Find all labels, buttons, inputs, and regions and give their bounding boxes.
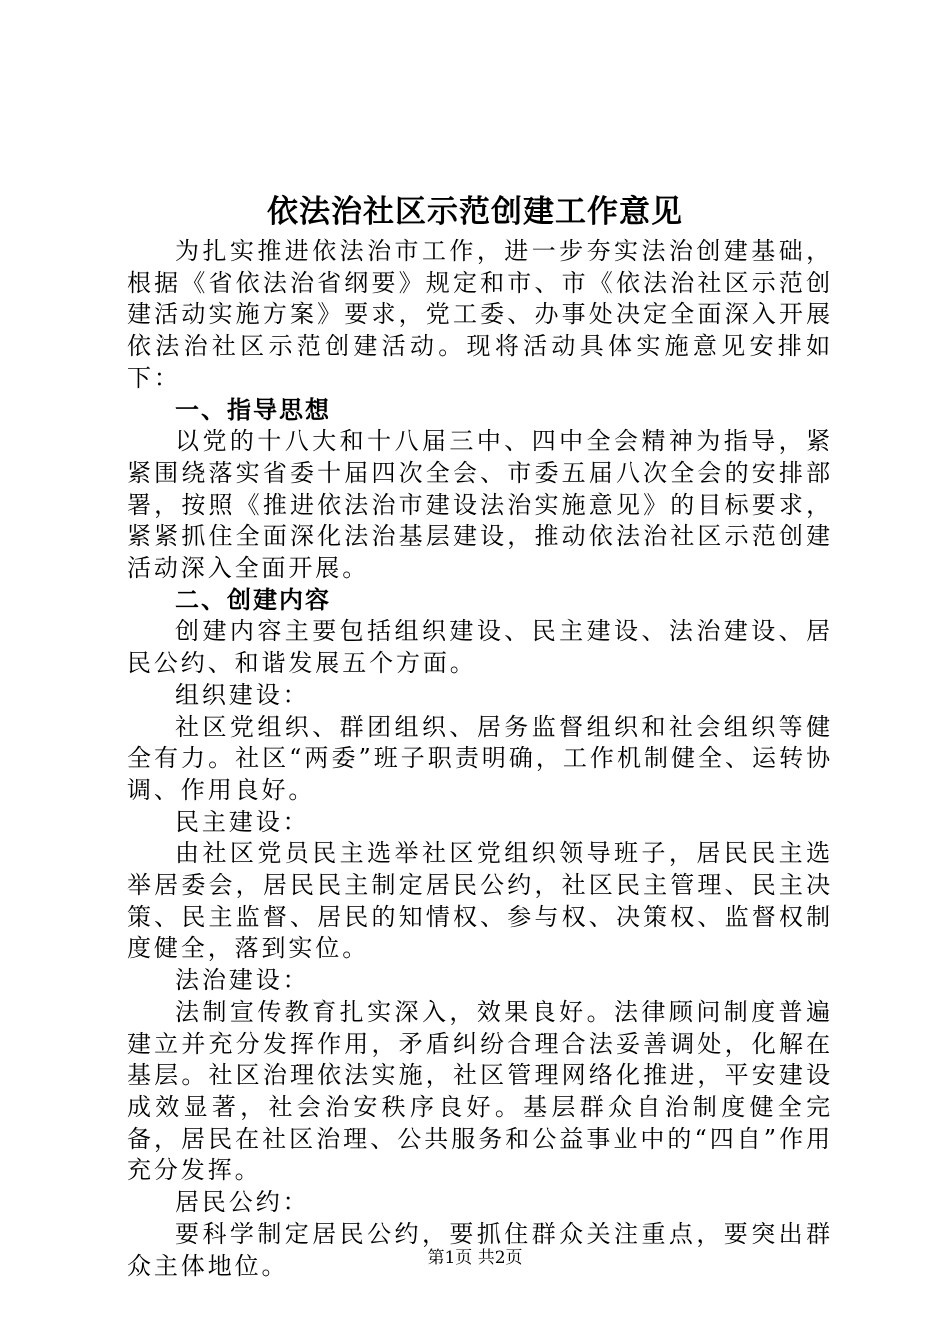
intro-paragraph: 为扎实推进依法治市工作，进一步夯实法治创建基础，根据《省依法治省纲要》规定和市、市《依法治社区示范创建活动实施方案》要求，党工委、办事处决定全面深入开展依法治社区示范创建活动。现将活动具体实施意见安排如下： (127, 237, 833, 392)
guiding-ideology-paragraph: 以党的十八大和十八届三中、四中全会精神为指导，紧紧围绕落实省委十届四次全会、市委五届八次全会的安排部署，按照《推进依法治市建设法治实施意见》的目标要求，紧紧抓住全面深化法治基层建设，推动依法治社区示范创建活动深入全面开展。 (127, 427, 833, 583)
org-construction-paragraph: 社区党组织、群团组织、居务监督组织和社会组织等健全有力。社区“两委”班子职责明确，工作机制健全、运转协调、作用良好。 (127, 712, 833, 804)
resident-covenant-paragraph: 要科学制定居民公约，要抓住群众关注重点，要突出群众主体地位。 (127, 1219, 833, 1280)
org-construction-label: 组织建设： (175, 680, 310, 709)
resident-covenant-label: 居民公约： (175, 1188, 310, 1217)
document-body (127, 236, 833, 1282)
section-heading-creation-content: 二、创建内容 (175, 585, 331, 614)
law-construction-label: 法治建设： (175, 966, 310, 995)
section-heading-guiding-ideology: 一、指导思想 (175, 395, 331, 424)
law-construction-paragraph: 法制宣传教育扎实深入，效果良好。法律顾问制度普遍建立并充分发挥作用，矛盾纠纷合理合法妥善调处，化解在基层。社区治理依法实施，社区管理网络化推进，平安建设成效显著，社会治安秩序良好。基层群众自治制度健全完备，居民在社区治理、公共服务和公益事业中的“四自”作用充分发挥。 (127, 997, 833, 1185)
page-footer: 第1页 共2页 (427, 1248, 523, 1268)
creation-content-paragraph: 创建内容主要包括组织建设、民主建设、法治建设、居民公约、和谐发展五个方面。 (127, 617, 833, 678)
democracy-construction-label: 民主建设： (175, 807, 310, 836)
democracy-construction-paragraph: 由社区党员民主选举社区党组织领导班子，居民民主选举居委会，居民民主制定居民公约，社区民主管理、民主决策、民主监督、居民的知情权、参与权、决策权、监督权制度健全，落到实位。 (127, 839, 833, 963)
document-title: 依法治社区示范创建工作意见 (267, 194, 683, 230)
